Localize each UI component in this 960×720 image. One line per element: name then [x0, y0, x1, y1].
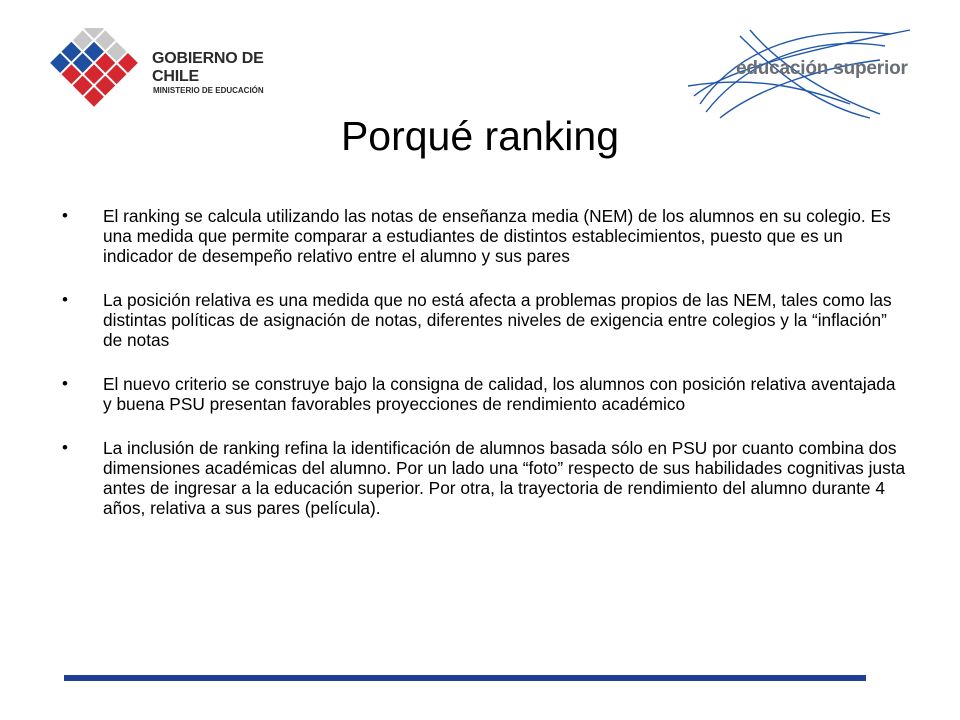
- edu-logo-text: educación superior: [736, 58, 908, 79]
- bullet-list: [62, 206, 908, 518]
- educacion-superior-logo: [680, 26, 920, 122]
- gobierno-de-chile-logo: [44, 28, 294, 112]
- slide-title: Porqué ranking: [340, 113, 620, 159]
- bullet-item: [62, 438, 908, 518]
- bullet-dot-icon: •: [62, 206, 68, 225]
- bullet-text: El ranking se calcula utilizando las notas de enseñanza media (NEM) de los alumnos en su colegio. Es una medida que permite comparar a estudiantes de distintos establecimientos, puesto que es un indicador de desempeño relativo entre el alumno y sus pares: [103, 206, 891, 266]
- gov-logo-subtitle: MINISTERIO DE EDUCACIÓN: [153, 86, 264, 95]
- chile-grid-icon: [44, 28, 144, 112]
- bullet-item: [62, 206, 908, 266]
- bullet-text: La inclusión de ranking refina la identificación de alumnos basada sólo en PSU por cuanto combina dos dimensiones académicas del alumno. Por un lado una “foto” respecto de sus habilidades cognitivas justa antes de ingresar a la educación superior. Por otra, la trayectoria de rendimiento del alumno durante 4 años, relativa a sus pares (película).: [103, 438, 906, 518]
- footer-divider: [64, 675, 866, 681]
- bullet-text: El nuevo criterio se construye bajo la consigna de calidad, los alumnos con posición relativa aventajada y buena PSU presentan favorables proyecciones de rendimiento académico: [103, 374, 896, 414]
- gov-logo-text: [152, 50, 294, 96]
- bullet-item: [62, 290, 908, 350]
- gov-logo-title: GOBIERNO DE CHILE: [152, 50, 264, 85]
- bullet-dot-icon: •: [62, 438, 68, 457]
- bullet-dot-icon: •: [62, 290, 68, 309]
- bullet-item: [62, 374, 908, 414]
- bullet-dot-icon: •: [62, 374, 68, 393]
- bullet-text: La posición relativa es una medida que no está afecta a problemas propios de las NEM, tales como las distintas políticas de asignación de notas, diferentes niveles de exigencia entre colegios y la “inflación” de notas: [103, 290, 892, 350]
